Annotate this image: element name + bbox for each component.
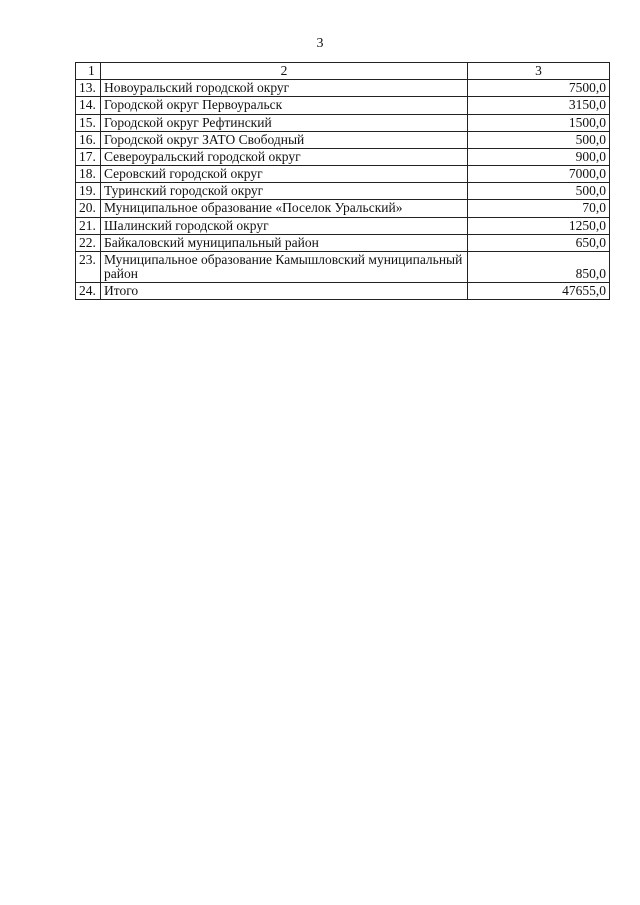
row-number: 23. [76, 251, 101, 282]
table-row [76, 251, 610, 282]
row-name: Шалинский городской округ [101, 217, 468, 234]
row-number: 20. [76, 200, 101, 217]
table-row [76, 183, 610, 200]
table-row [76, 97, 610, 114]
table-row [76, 131, 610, 148]
table-row [76, 80, 610, 97]
row-name: Туринский городской округ [101, 183, 468, 200]
row-number: 14. [76, 97, 101, 114]
row-number: 21. [76, 217, 101, 234]
table-row [76, 114, 610, 131]
row-name: Итого [101, 283, 468, 300]
row-name: Североуральский городской округ [101, 148, 468, 165]
row-name: Байкаловский муниципальный район [101, 234, 468, 251]
table-row-total [76, 283, 610, 300]
row-name: Муниципальное образование «Поселок Уральский» [101, 200, 468, 217]
row-value: 1250,0 [468, 217, 610, 234]
budget-table [75, 62, 610, 300]
page-number: 3 [316, 36, 324, 51]
row-name: Новоуральский городской округ [101, 80, 468, 97]
row-value: 1500,0 [468, 114, 610, 131]
row-value: 7000,0 [468, 166, 610, 183]
row-number: 24. [76, 283, 101, 300]
row-value: 900,0 [468, 148, 610, 165]
table-header-row [76, 63, 610, 80]
row-name: Серовский городской округ [101, 166, 468, 183]
column-header-name: 2 [101, 63, 468, 80]
row-value: 47655,0 [468, 283, 610, 300]
table-row [76, 217, 610, 234]
row-value: 850,0 [468, 251, 610, 282]
row-name: Городской округ ЗАТО Свободный [101, 131, 468, 148]
row-name: Городской округ Первоуральск [101, 97, 468, 114]
row-name: Городской округ Рефтинский [101, 114, 468, 131]
row-number: 13. [76, 80, 101, 97]
row-number: 15. [76, 114, 101, 131]
row-number: 17. [76, 148, 101, 165]
table-row [76, 234, 610, 251]
row-number: 19. [76, 183, 101, 200]
table-row [76, 166, 610, 183]
row-value: 70,0 [468, 200, 610, 217]
row-value: 500,0 [468, 131, 610, 148]
column-header-value: 3 [468, 63, 610, 80]
row-number: 18. [76, 166, 101, 183]
row-name: Муниципальное образование Камышловский муниципальный район [101, 251, 468, 282]
row-value: 650,0 [468, 234, 610, 251]
row-value: 7500,0 [468, 80, 610, 97]
table-row [76, 200, 610, 217]
row-value: 3150,0 [468, 97, 610, 114]
row-number: 16. [76, 131, 101, 148]
row-number: 22. [76, 234, 101, 251]
row-value: 500,0 [468, 183, 610, 200]
table-row [76, 148, 610, 165]
column-header-number: 1 [76, 63, 101, 80]
